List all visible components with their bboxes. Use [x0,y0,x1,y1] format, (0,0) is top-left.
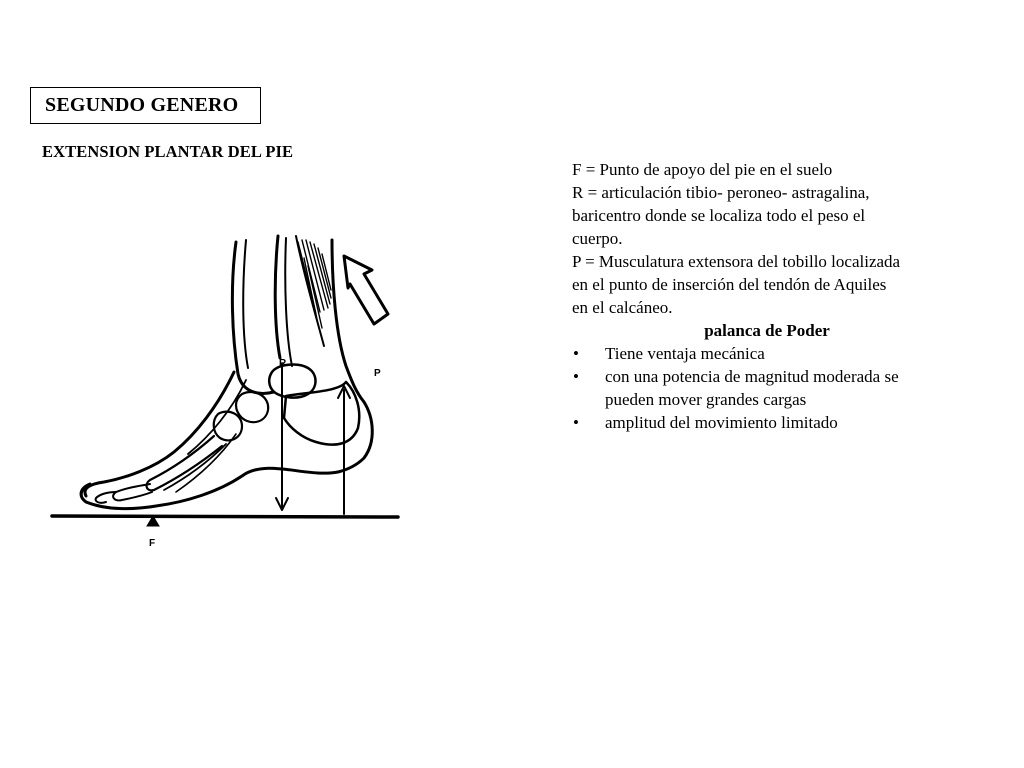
list-item-continuation [572,388,972,411]
calcaneus-bone [284,382,359,445]
section-title: SEGUNDO GENERO [45,94,239,116]
foot-dorsum-outline [85,372,234,496]
leg-front-outline [232,242,274,393]
p-definition-line-2: en el punto de inserción del tendón de Aquiles [572,275,887,294]
label-p: P [374,368,381,379]
section-title-box [30,87,261,124]
p-definition-line-3: en el calcáneo. [572,298,673,317]
section-subtitle: EXTENSION PLANTAR DEL PIE [42,142,294,161]
sole-outline [81,468,338,508]
bullet-icon: • [573,413,579,432]
leg-anterior-edge [243,240,248,368]
f-definition: F = Punto de apoyo del pie en el suelo [572,160,833,179]
bullet-icon: • [573,367,579,386]
r-definition-line-3: cuerpo. [572,229,623,248]
list-item [572,342,972,365]
foot-lever-illustration [46,196,406,556]
lever-characteristics-list [572,342,972,434]
bullet-icon: • [573,344,579,363]
label-f: F [149,538,156,549]
description-block [572,158,972,434]
cuneiform-bone [214,412,242,441]
list-item-text: con una potencia de magnitud moderada se [605,367,899,386]
list-item [572,411,972,434]
foot-dorsum-inner [188,380,246,454]
tibia-outline [275,236,280,358]
list-item [572,365,972,388]
label-r: R [279,358,287,369]
ground-line [52,516,398,517]
list-item-text: pueden mover grandes cargas [605,390,807,409]
r-definition-line-1: R = articulación tibio- peroneo- astragalina, [572,183,870,202]
foot-diagram-svg [46,196,406,556]
list-item-text: Tiene ventaja mecánica [605,344,765,363]
navicular-bone [236,392,268,422]
list-item-text: amplitud del movimiento limitado [605,413,838,432]
fibula-outline [285,238,292,366]
r-definition-line-2: baricentro donde se localiza todo el peso el [572,206,866,225]
lever-type-title: palanca de Poder [704,321,830,340]
p-definition-line-1: P = Musculatura extensora del tobillo localizada [572,252,901,271]
movement-arrow [344,256,388,324]
